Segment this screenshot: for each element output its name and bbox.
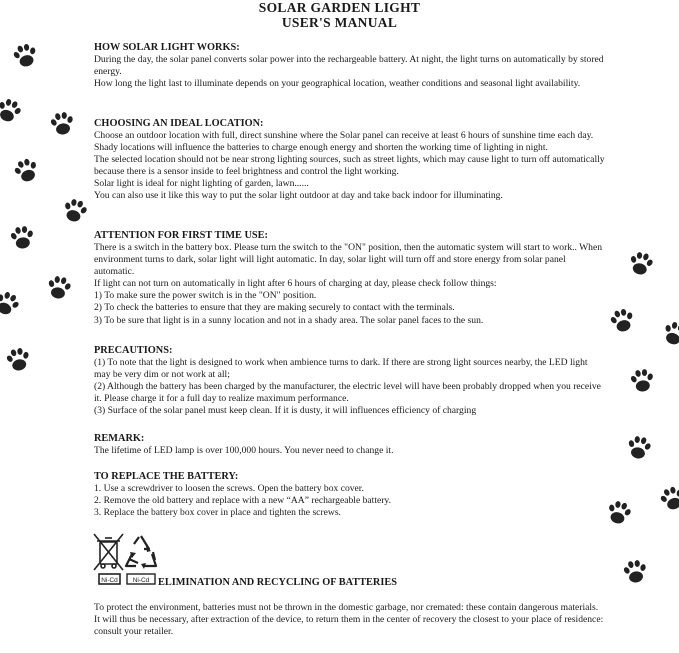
paragraph: There is a switch in the battery box. Please turn the switch to the "ON" position, then the automatic system will start to work.. When environment turns to dark, solar light will light automatic. In day, solar light will turn off and store energy from solar panel automatic. [94, 242, 603, 278]
section-heading: REMARK: [94, 433, 145, 444]
paragraph: (1) To note that the light is designed to work when ambience turns to dark. If there are strong light sources nearby, the LED light may be very dim or not work at all; [94, 357, 588, 381]
paragraph: 1. Use a screwdriver to loosen the screws. Open the battery box cover. [94, 483, 364, 494]
section-heading: ATTENTION FOR FIRST TIME USE: [94, 230, 268, 241]
paragraph: The selected location should not be near strong lighting sources, such as street lights, which may cause light to turn off automatically because there is a sensor inside to feel brightness and control the light working. [94, 154, 605, 178]
battery-type-label: Ni-Cd [132, 577, 150, 584]
paragraph: (3) Surface of the solar panel must keep clean. If it is dusty, it will influences efficiency of charging [94, 405, 477, 417]
paragraph: You can also use it like this way to put the solar light outdoor at day and take back indoor for illuminating. [94, 190, 503, 202]
paw-print-icon [3, 344, 33, 374]
paw-print-icon [10, 40, 40, 70]
paragraph: (2) Although the battery has been charged by the manufacturer, the electric level will have been probably dropped when you receive it. Please charge it for a full day to realize maximum performance. [94, 381, 601, 405]
paragraph: During the day, the solar panel converts solar power into the rechargeable battery. At night, the light turns on automatically by stored energy. [94, 54, 604, 78]
recycling-heading: ELIMINATION AND RECYCLING OF BATTERIES [158, 577, 397, 588]
section-ideal-location [94, 118, 606, 203]
paw-print-icon [11, 155, 41, 185]
paragraph: 3. Replace the battery box cover in place and tighten the screws. [94, 507, 341, 519]
paw-print-icon [626, 248, 656, 278]
paw-print-icon [60, 195, 90, 225]
section-remark [94, 433, 606, 457]
paw-print-icon [7, 222, 37, 252]
paw-print-icon [44, 272, 74, 302]
document-subtitle: USER'S MANUAL [281, 15, 398, 30]
paragraph: 3) To be sure that light is in a sunny location and not in a shady area. The solar panel faces to the sun. [94, 314, 484, 326]
section-replace-battery [94, 471, 606, 519]
section-heading: CHOOSING AN IDEAL LOCATION: [94, 118, 264, 129]
recycle-icon [122, 532, 160, 586]
paw-print-icon [660, 318, 679, 348]
section-how-it-works [94, 42, 606, 90]
paragraph: To protect the environment, batteries must not be thrown in the domestic garbage, nor cremated: these contain dangerous materials. [94, 602, 599, 613]
paw-print-icon [624, 432, 654, 462]
paragraph: 2) To check the batteries to ensure that they are making securely to contact with the terminals. [94, 302, 455, 314]
paw-print-icon [47, 108, 77, 138]
paragraph: 2. Remove the old battery and replace with a new “AA” rechargeable battery. [94, 495, 392, 507]
paragraph: It will thus be necessary, after extraction of the device, to return them in the center of recovery the closest to your place of residence: consult your retailer. [94, 614, 604, 638]
paragraph: How long the light last to illuminate depends on your geographical location, weather conditions and seasonal light availability. [94, 78, 581, 90]
paragraph: The lifetime of LED lamp is over 100,000 hours. You never need to change it. [94, 445, 394, 456]
crossed-bin-icon [92, 532, 126, 586]
paragraph: If light can not turn on automatically in light after 6 hours of charging at day, please check follow things: [94, 278, 497, 290]
paw-print-icon [604, 497, 634, 527]
paw-print-icon [620, 556, 650, 586]
section-heading: HOW SOLAR LIGHT WORKS: [94, 42, 240, 53]
recycling-block [92, 530, 652, 590]
paw-print-icon [627, 365, 657, 395]
paw-print-icon [0, 288, 22, 318]
section-heading: TO REPLACE THE BATTERY: [94, 471, 239, 482]
paw-print-icon [0, 95, 24, 125]
paragraph: Solar light is ideal for night lighting of garden, lawn...... [94, 178, 309, 190]
battery-type-label: Ni-Cd [101, 577, 118, 584]
paragraph: Choose an outdoor location with full, direct sunshine where the Solar panel can receive at least 6 hours of sunshine time each day. Shady locations will influence the batteries to charge enough energy and shorten the working time of lighting in night. [94, 130, 594, 154]
paw-print-icon [607, 305, 637, 335]
section-precautions [94, 345, 606, 417]
recycling-text [94, 602, 614, 638]
paragraph: 1) To make sure the power switch is in the "ON" position. [94, 290, 317, 302]
paw-print-icon [657, 483, 679, 513]
section-first-use [94, 230, 606, 327]
document-title: SOLAR GARDEN LIGHT [258, 0, 421, 15]
section-heading: PRECAUTIONS: [94, 345, 173, 356]
